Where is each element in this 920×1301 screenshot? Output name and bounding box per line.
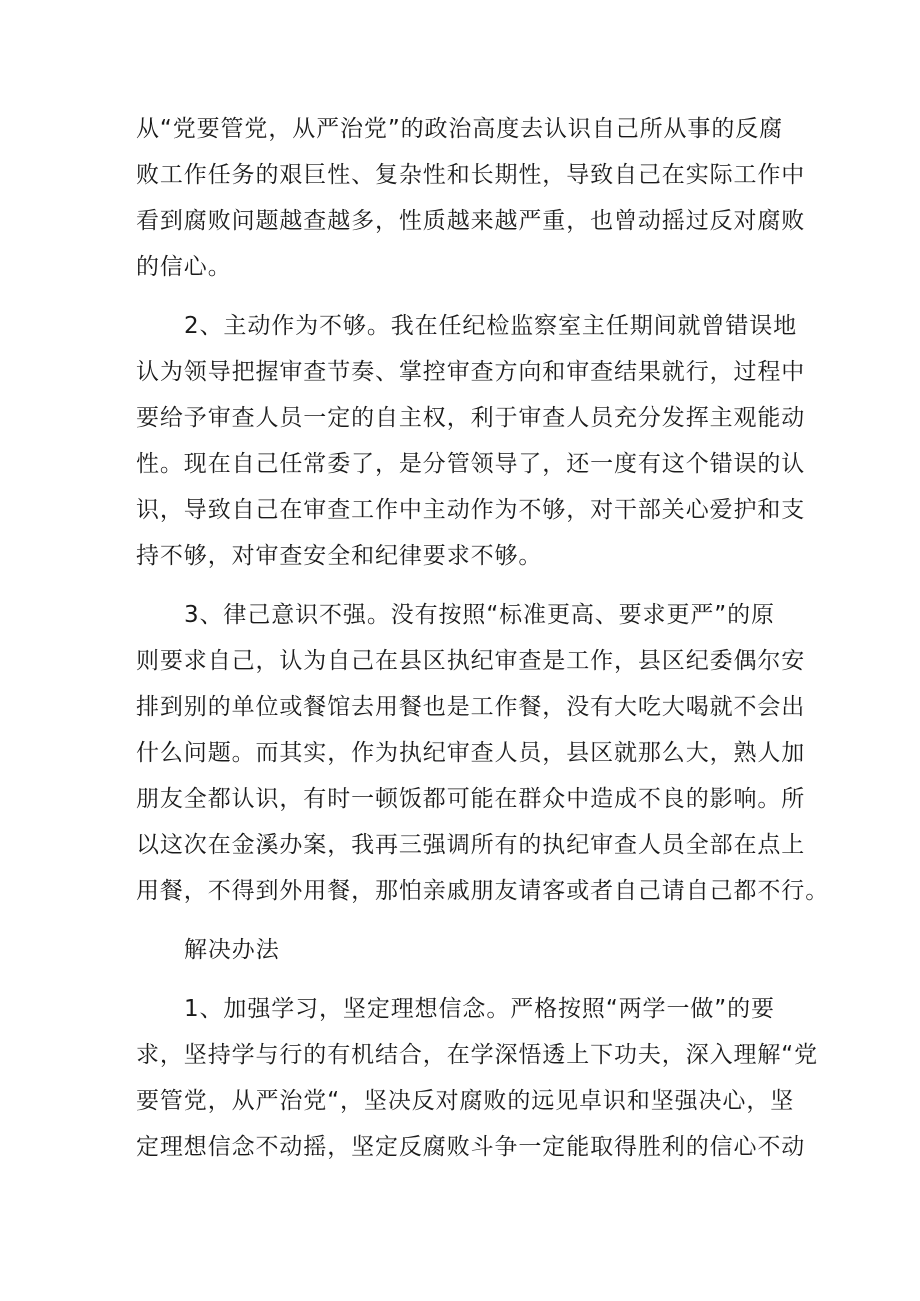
paragraph-line: 认为领导把握审查节奏、掌控审查方向和审查结果就行，过程中	[136, 359, 806, 385]
paragraph-line: 要给予审查人员一定的自主权，利于审查人员充分发挥主观能动	[136, 405, 806, 431]
paragraph-line: 求，坚持学与行的有机结合，在学深悟透上下功夫，深入理解“党	[136, 1042, 819, 1068]
paragraph-spacer	[136, 579, 808, 592]
paragraph-spacer	[136, 290, 808, 303]
paragraph-spacer	[136, 973, 808, 986]
paragraph-spacer	[136, 914, 808, 927]
paragraph-line: 排到别的单位或餐馆去用餐也是工作餐，没有大吃大喝就不会出	[136, 694, 806, 720]
paragraph-d	[136, 986, 819, 1170]
paragraph-line: 持不够，对审查安全和纪律要求不够。	[136, 543, 543, 569]
section-heading: 解决办法	[184, 937, 280, 963]
paragraph-line: 败工作任务的艰巨性、复杂性和长期性，导致自己在实际工作中	[136, 162, 806, 188]
paragraph-c	[136, 592, 830, 914]
paragraph-line: 用餐，不得到外用餐，那怕亲戚朋友请客或者自己请自己都不行。	[136, 878, 830, 904]
paragraph-a	[136, 106, 808, 290]
paragraph-line: 朋友全都认识，有时一顿饭都可能在群众中造成不良的影响。所	[136, 786, 806, 812]
paragraph-line: 从“党要管党，从严治党”的政治高度去认识自己所从事的反腐	[136, 116, 784, 142]
paragraph-line: 要管党，从严治党“，坚决反对腐败的远见卓识和坚强决心，坚	[136, 1088, 795, 1114]
paragraph-line: 什么问题。而其实，作为执纪审查人员，县区就那么大，熟人加	[136, 740, 806, 766]
paragraph-line: 2、主动作为不够。我在任纪检监察室主任期间就曾错误地	[184, 313, 798, 339]
paragraph-line: 的信心。	[136, 254, 232, 280]
paragraph-line: 看到腐败问题越查越多，性质越来越严重，也曾动摇过反对腐败	[136, 208, 806, 234]
paragraph-line: 则要求自己，认为自己在县区执纪审查是工作，县区纪委偶尔安	[136, 648, 806, 674]
paragraph-line: 性。现在自己任常委了，是分管领导了，还一度有这个错误的认	[136, 451, 806, 477]
paragraph-b	[136, 303, 808, 579]
document-body	[136, 106, 830, 1170]
paragraph-line: 1、加强学习，坚定理想信念。严格按照“两学一做”的要	[184, 996, 775, 1022]
paragraph-line: 以这次在金溪办案，我再三强调所有的执纪审查人员全部在点上	[136, 832, 806, 858]
paragraph-line: 识，导致自己在审查工作中主动作为不够，对干部关心爱护和支	[136, 497, 806, 523]
paragraph-line: 3、律己意识不强。没有按照“标准更高、要求更严”的原	[184, 602, 775, 628]
paragraph-line: 定理想信念不动摇，坚定反腐败斗争一定能取得胜利的信心不动	[136, 1134, 806, 1160]
